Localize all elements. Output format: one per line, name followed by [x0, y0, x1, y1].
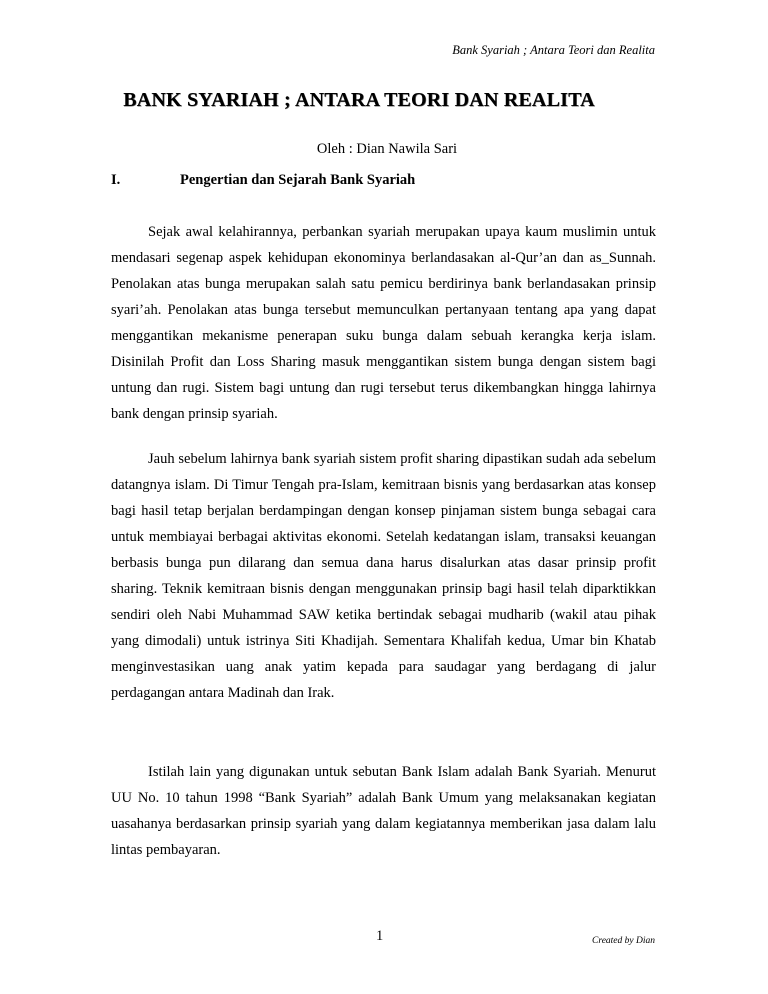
- paragraph: [111, 219, 656, 427]
- author-text: Oleh : Dian Nawila Sari: [316, 141, 458, 157]
- section-number: I.: [111, 172, 121, 188]
- page-number: 1: [376, 928, 384, 944]
- paragraph-text: Istilah lain yang digunakan untuk sebutan Bank Islam adalah Bank Syariah. Menurut UU No. 10 tahun 1998 “Bank Syariah” adalah Bank Umum yang melaksanakan kegiatan uasahanya berdasarkan prinsip syariah yang dalam kegiatannya memberikan jasa dalam lalu lintas pembayaran.: [111, 764, 656, 858]
- paragraph: [111, 759, 656, 863]
- section-title: Pengertian dan Sejarah Bank Syariah: [180, 172, 416, 188]
- paragraph: [111, 446, 656, 706]
- paragraph-text: Jauh sebelum lahirnya bank syariah sistem profit sharing dipastikan sudah ada sebelum datangnya islam. Di Timur Tengah pra-Islam, kemitraan bisnis yang berdasarkan atas konsep bagi hasil tetap berjalan berdampingan dengan konsep pinjaman sistem bunga sebagai cara untuk membiayai berbagai aktivitas ekonomi. Setelah kedatangan islam, transaksi keuangan berbasis bunga pun dilarang dan semua dana harus disalurkan atas dasar prinsip profit sharing. Teknik kemitraan bisnis dengan menggunakan prinsip bagi hasil telah diparktikkan sendiri oleh Nabi Muhammad SAW ketika bertindak sebagai mudharib (wakil atau pihak yang dimodali) untuk istrinya Siti Khadijah. Sementara Khalifah kedua, Umar bin Khatab menginvestasikan uang anak yatim kepada para saudagar yang berdagang di jalur perdagangan antara Madinah dan Irak.: [111, 451, 656, 701]
- footer-credit: Created by Dian: [592, 936, 655, 946]
- document-title: [0, 89, 768, 112]
- section-heading: [111, 172, 656, 189]
- author-line: [0, 141, 768, 158]
- paragraph-text: Sejak awal kelahirannya, perbankan syariah merupakan upaya kaum muslimin untuk mendasari segenap aspek kehidupan ekonominya berlandasakan al-Qur’an dan as_Sunnah. Penolakan atas bunga merupakan salah satu pemicu berdirinya bank berlandasakan prinsip syari’ah. Penolakan atas bunga tersebut memunculkan pertanyaan tentang apa yang dapat menggantikan mekanisme penerapan suku bunga dalam sebuah kerangka kerja islam. Disinilah Profit dan Loss Sharing masuk menggantikan sistem bunga dengan sistem bagi untung dan rugi. Sistem bagi untung dan rugi tersebut terus dikembangkan hingga lahirnya bank dengan prinsip syariah.: [111, 224, 656, 422]
- running-header: Bank Syariah ; Antara Teori dan Realita: [452, 43, 655, 57]
- document-title-text: BANK SYARIAH ; ANTARA TEORI DAN REALITA: [123, 89, 595, 111]
